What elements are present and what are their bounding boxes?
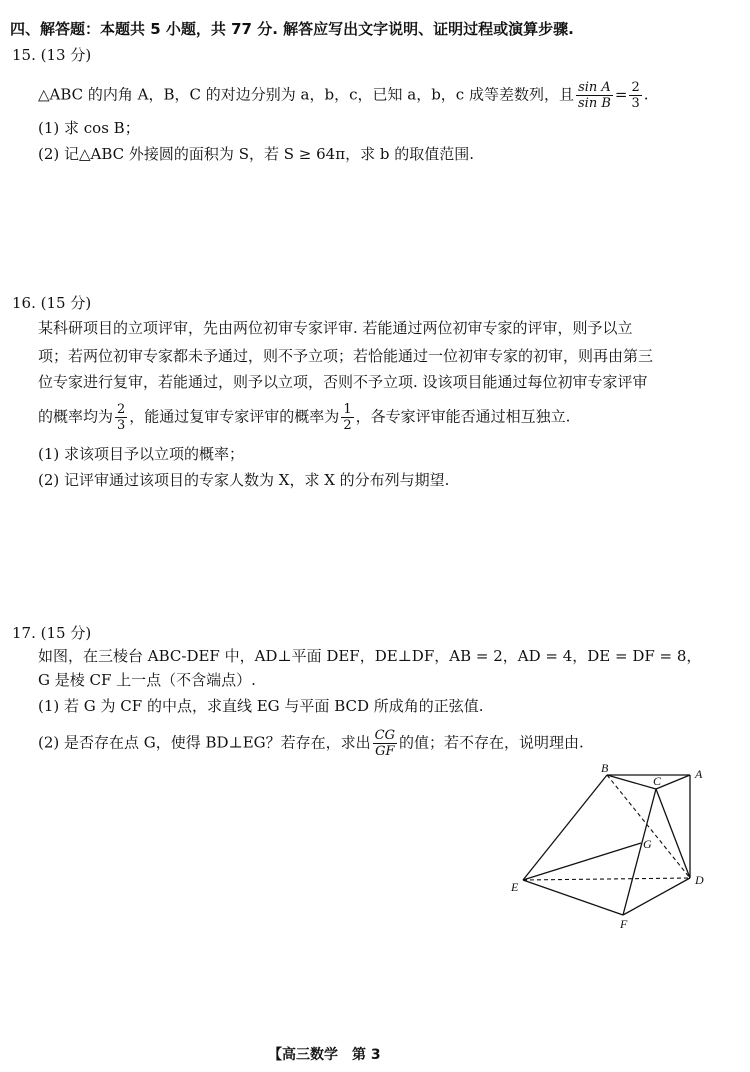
q15-ratio-den: sin B xyxy=(577,96,611,111)
q16-line2: 项；若两位初审专家都未予通过，则不予立项；若恰能通过一位初审专家的初审，则再由第三 xyxy=(38,347,654,365)
q15-part2: (2) 记△ABC 外接圆的面积为 S，若 S ≥ 64π，求 b 的取值范围. xyxy=(38,145,474,163)
q16-prob-review-den: 2 xyxy=(343,418,352,433)
label-g: G xyxy=(643,837,652,851)
q16-line3: 位专家进行复审，若能通过，则予以立项，否则不予立项. 设该项目能通过每位初审专家评审 xyxy=(38,373,648,391)
frustum-figure xyxy=(505,760,730,935)
q16-prob-review xyxy=(341,402,353,433)
segment-eg xyxy=(523,843,641,880)
q15-equals: = xyxy=(614,85,628,104)
section-header: 四、解答题：本题共 5 小题，共 77 分. 解答应写出文字说明、证明过程或演算步骤. xyxy=(10,20,574,38)
page-footer: 【高三数学 第 3 xyxy=(268,1047,381,1063)
edge-fd xyxy=(623,878,690,915)
q17-part2-b: 的值；若不存在，说明理由. xyxy=(398,733,584,752)
q17-line1: 如图，在三棱台 ABC-DEF 中，AD⊥平面 DEF，DE⊥DF，AB = 2，AD = 4，DE = DF = 8， xyxy=(38,647,702,665)
q15-value-fraction xyxy=(629,80,641,111)
label-b: B xyxy=(601,761,609,775)
edge-ed-hidden xyxy=(523,878,690,880)
label-e: E xyxy=(511,880,519,894)
q15-stem xyxy=(38,80,649,111)
q17-number: 17. (15 分) xyxy=(12,624,92,642)
q16-prob-initial-den: 3 xyxy=(117,418,126,433)
q15-stem-text: △ABC 的内角 A，B，C 的对边分别为 a，b，c，已知 a，b，c 成等差数列，且 xyxy=(38,85,574,104)
q17-ratio-den: GF xyxy=(375,744,395,759)
q16-line4 xyxy=(38,402,570,433)
q16-number: 16. (15 分) xyxy=(12,294,92,312)
edge-ac xyxy=(656,775,690,789)
q16-part1: (1) 求该项目予以立项的概率； xyxy=(38,445,245,463)
q15-stem-end: . xyxy=(643,85,649,104)
segment-bd-hidden xyxy=(607,775,690,878)
q16-line1: 某科研项目的立项评审，先由两位初审专家评审. 若能通过两位初审专家的评审，则予以立 xyxy=(38,319,633,337)
q15-ratio-num: sin A xyxy=(576,80,613,96)
label-d: D xyxy=(695,873,704,887)
q16-line4-a: 的概率均为 xyxy=(38,407,114,426)
q16-prob-initial-num: 2 xyxy=(117,402,126,417)
q17-part2-a: (2) 是否存在点 G，使得 BD⊥EG？若存在，求出 xyxy=(38,733,371,752)
q15-value-den: 3 xyxy=(631,96,640,111)
q17-part1: (1) 若 G 为 CF 的中点，求直线 EG 与平面 BCD 所成角的正弦值. xyxy=(38,697,484,715)
q15-value-num: 2 xyxy=(631,80,640,95)
q17-part2 xyxy=(38,728,584,759)
edge-bc xyxy=(607,775,656,789)
q16-line4-c: ，各专家评审能否通过相互独立. xyxy=(355,407,571,426)
q17-ratio-num: CG xyxy=(374,728,395,743)
label-c: C xyxy=(653,774,662,788)
edge-cf xyxy=(623,789,656,915)
q15-number: 15. (13 分) xyxy=(12,46,92,64)
q16-prob-review-num: 1 xyxy=(343,402,352,417)
edge-ef xyxy=(523,880,623,915)
q17-ratio-fraction xyxy=(373,728,397,759)
q17-line2: G 是棱 CF 上一点（不含端点）. xyxy=(38,671,256,689)
q16-prob-initial xyxy=(115,402,127,433)
label-f: F xyxy=(620,917,628,931)
edge-cd xyxy=(656,789,690,878)
q15-part1: (1) 求 cos B； xyxy=(38,119,140,137)
q16-part2: (2) 记评审通过该项目的专家人数为 X，求 X 的分布列与期望. xyxy=(38,471,450,489)
q16-line4-b: ，能通过复审专家评审的概率为 xyxy=(129,407,340,426)
label-a: A xyxy=(695,767,703,781)
edge-be xyxy=(523,775,607,880)
q15-ratio-fraction xyxy=(576,80,613,111)
